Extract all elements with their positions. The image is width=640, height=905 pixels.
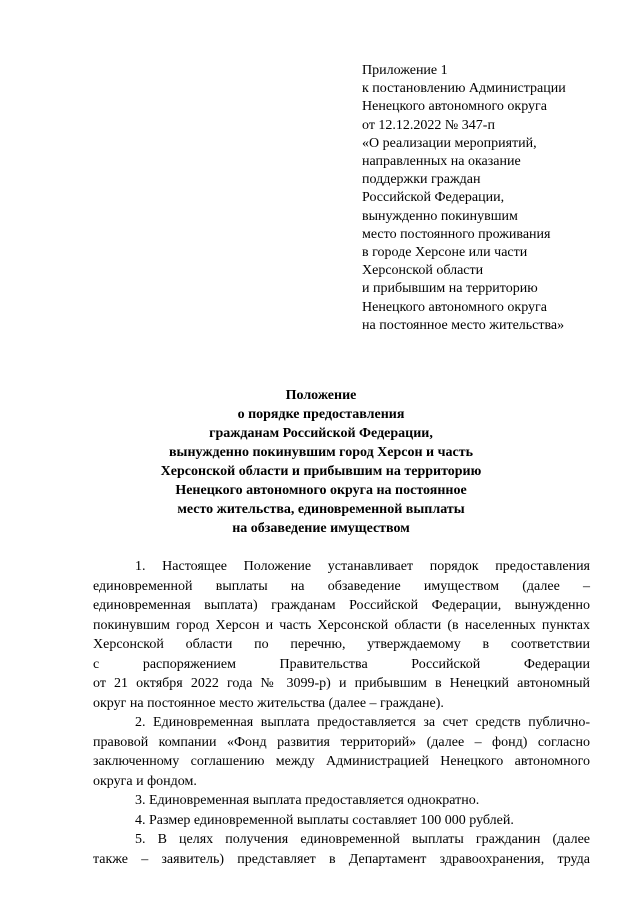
appendix-line: Ненецкого автономного округа xyxy=(362,99,547,115)
body-line: округ на постоянное место жительства (далее – граждане). xyxy=(93,695,444,711)
appendix-line: Херсонской области xyxy=(362,263,484,279)
body-line: от 21 октября 2022 года № 3099-р) и прибывшим в Ненецкий автономный xyxy=(93,676,590,691)
appendix-header xyxy=(362,62,622,335)
appendix-line: вынужденно покинувшим xyxy=(362,208,518,224)
appendix-line: и прибывшим на территорию xyxy=(362,281,538,297)
title-line: вынужденно покинувшим город Херсон и часть xyxy=(168,445,474,460)
appendix-line: направленных на оказание xyxy=(362,154,521,170)
body-line: единовременной выплаты на обзаведение имуществом (далее – xyxy=(93,578,590,594)
title-line: на обзаведение имуществом xyxy=(232,521,410,536)
appendix-line: на постоянное место жительства» xyxy=(362,317,565,333)
title-line: гражданам Российской Федерации, xyxy=(209,426,433,441)
title-line: Положение xyxy=(285,388,357,403)
body-line: 4. Размер единовременной выплаты составляет 100 000 рублей. xyxy=(135,812,514,828)
appendix-line: в городе Херсоне или части xyxy=(362,245,528,261)
document-body xyxy=(93,557,590,869)
document-title xyxy=(120,386,522,538)
body-line: 5. В целях получения единовременной выплаты гражданин (далее xyxy=(135,832,590,847)
body-line: единовременная выплата) гражданам Российской Федерации, вынужденно xyxy=(93,598,590,613)
body-line: Херсонской области по перечню, утверждаемому в соответствии xyxy=(93,637,590,652)
appendix-line: место постоянного проживания xyxy=(362,226,551,242)
title-line: Херсонской области и прибывшим на территорию xyxy=(160,464,482,479)
body-line: заключенному соглашению между Администрацией Ненецкого автономного xyxy=(93,754,590,769)
appendix-line: от 12.12.2022 № 347-п xyxy=(362,117,495,133)
appendix-line: Приложение 1 xyxy=(362,63,448,78)
appendix-line: Российской Федерации, xyxy=(362,190,505,206)
body-line: с распоряжением Правительства Российской Федерации xyxy=(93,656,590,672)
body-line: также – заявитель) представляет в Департамент здравоохранения, труда xyxy=(93,851,590,867)
appendix-line: к постановлению Администрации xyxy=(362,81,566,97)
body-line: правовой компании «Фонд развития территорий» (далее – фонд) согласно xyxy=(93,734,590,750)
appendix-line: Ненецкого автономного округа xyxy=(362,299,547,315)
body-line: 3. Единовременная выплата предоставляется однократно. xyxy=(135,793,480,808)
title-line: Ненецкого автономного округа на постоянное xyxy=(175,483,467,498)
body-line: округа и фондом. xyxy=(93,773,197,789)
body-line: покинувшим город Херсон и часть Херсонской области (в населенных пунктах xyxy=(93,617,590,633)
title-line: место жительства, единовременной выплаты xyxy=(177,502,465,517)
body-line: 2. Единовременная выплата предоставляется за счет средств публично- xyxy=(135,715,590,730)
body-line: 1. Настоящее Положение устанавливает порядок предоставления xyxy=(135,559,590,574)
appendix-line: «О реализации мероприятий, xyxy=(362,135,537,151)
title-line: о порядке предоставления xyxy=(237,407,405,422)
appendix-line: поддержки граждан xyxy=(362,172,481,188)
